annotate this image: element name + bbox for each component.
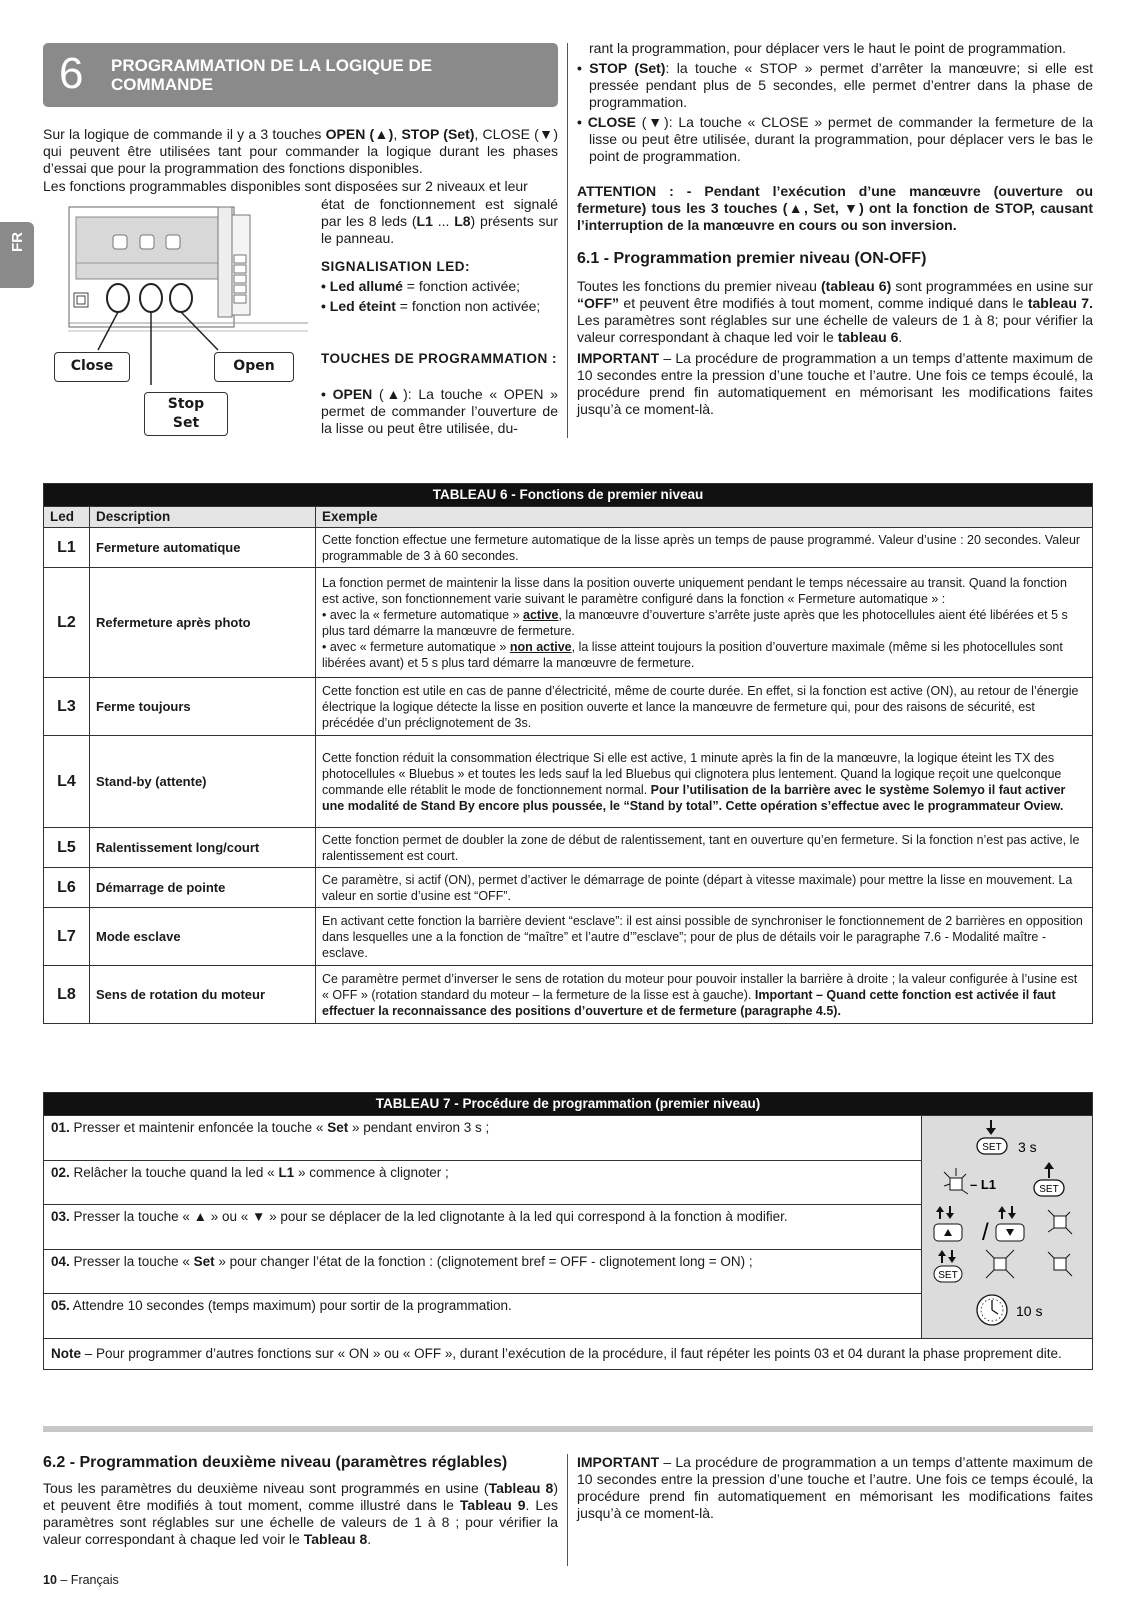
table-row: L2 Refermeture après photo La fonction permet de maintenir la lisse dans la position ouverte uniquement pendant le temps nécessaire au transit. Quand la fonction est active, son fonctionnement varie suivant le paramètre configuré dans la fonction « Fermeture automatique » : • avec la « fermeture automatique » active, la manœuvre d’ouverture s’arrête juste après que les photocellules aient été libérées et 5 s plus tard démarre la manœuvre de fermeture. • avec « fermeture automatique » non active, la lisse atteint toujours la position d’ouverture maximale (même si les photocellules sont libérées avant) et 5 s plus tard démarre la manœuvre de fermeture. <box>44 568 1093 678</box>
table-7 <box>43 1092 1093 1370</box>
procedure-icons <box>922 1116 1093 1339</box>
led-on-item: • Led allumé = fonction activée; <box>321 278 521 294</box>
svg-text:SET: SET <box>938 1270 958 1281</box>
svg-text:– L1: – L1 <box>970 1177 997 1192</box>
l1-blink-icon <box>944 1168 996 1194</box>
key-open-continued: rant la programmation, pour déplacer vers le haut le point de programmation. <box>589 40 1067 56</box>
procedure-icons-graphic <box>922 1116 1092 1338</box>
led-signal-heading: SIGNALISATION LED: <box>321 259 470 274</box>
column-divider-bottom <box>567 1454 568 1566</box>
table-6-header-description: Description <box>90 507 316 528</box>
table-row: 04. Presser la touche « Set » pour changer l’état de la fonction : (clignotement bref = OFF - clignotement long = ON) ; <box>44 1249 1093 1294</box>
svg-text:10 s: 10 s <box>1016 1303 1043 1319</box>
table-7-caption: TABLEAU 7 - Procédure de programmation (premier niveau) <box>44 1093 1093 1116</box>
svg-text:/: / <box>982 1219 989 1246</box>
svg-text:SET: SET <box>982 1142 1002 1153</box>
intro-paragraph-2: Les fonctions programmables disponibles sont disposées sur 2 niveaux et leur <box>43 178 528 194</box>
table-row: L7 Mode esclave En activant cette fonction la barrière devient “esclave”: il est ainsi possible de synchroniser le fonctionnement de 2 barrières en opposition dans lesquelles une a la fonction de “maître” et l’autre d’”esclave”; pour de plus de détails voir le paragraphe 7.6 - Modalité maître - esclave. <box>44 908 1093 966</box>
table-6 <box>43 483 1093 1024</box>
open-callout: Open <box>214 352 294 382</box>
table-6-caption: TABLEAU 6 - Fonctions de premier niveau <box>44 484 1093 507</box>
press-set-icon <box>977 1120 1037 1155</box>
language-tab: FR <box>0 222 34 288</box>
section-6-1-important: IMPORTANT – La procédure de programmation a un temps d’attente maximum de 10 secondes entre la pression d’une touche et l’autre. Une fois ce temps écoulé, la procédure prend fin automatiquement en mémorisant les modifications faites jusqu’à ce moment-là. <box>577 350 1093 417</box>
table-row: L8 Sens de rotation du moteur Ce paramètre permet d’inverser le sens de rotation du moteur pour pouvoir installer la barrière à droite ; la valeur configurée à l’usine est « OFF » (rotation standard du moteur – la fermeture de la lisse est à gauche). Important – Quand cette fonction est activée il faut effectuer la reconnaissance des positions d’ouverture et de fermeture (paragraphe 4.5). <box>44 966 1093 1024</box>
intro-paragraph-3: état de fonctionnement est signalé par les 8 leds (L1 ... L8) présents sur le panneau. <box>321 196 558 246</box>
divider-rule <box>43 1426 1093 1432</box>
section-6-2-title: 6.2 - Programmation deuxième niveau (paramètres réglables) <box>43 1454 508 1471</box>
column-divider <box>567 43 568 438</box>
set-toggle-icon <box>934 1250 1072 1282</box>
intro-paragraph: Sur la logique de commande il y a 3 touches OPEN (▲), STOP (Set), CLOSE (▼) qui peuvent être utilisées tant pour commander la logique durant les phases d’essai que pour la programmation des fonctions disponibles. <box>43 126 558 176</box>
table-row: L3 Ferme toujours Cette fonction est utile en cas de panne d’électricité, même de courte durée. En effet, si la fonction est active (ON), au retour de l’énergie électrique la logique détecte la lisse en position ouverte et lance la manœuvre de fermeture qui, pour des raisons de sécurité, est précédée d’un préclignotement de 3s. <box>44 678 1093 736</box>
section-header <box>43 43 558 107</box>
section-6-2-important: IMPORTANT – La procédure de programmation a un temps d’attente maximum de 10 secondes entre la pression d’une touche et l’autre. Une fois ce temps écoulé, la procédure prend fin automatiquement en mémorisant les modifications faites jusqu’à ce moment-là. <box>577 1454 1093 1521</box>
led-off-item: • Led éteint = fonction non activée; <box>321 298 541 314</box>
stop-set-callout: Stop Set <box>144 392 228 436</box>
section-6-1-paragraph: Toutes les fonctions du premier niveau (tableau 6) sont programmées en usine sur “OFF” et peuvent être modifiés à tout moment, comme indiqué dans le tableau 7. Les paramètres sont réglables sur une échelle de valeurs de 1 à 8; pour vérifier la valeur correspondant à chaque led voir le tableau 6. <box>577 278 1094 345</box>
key-close-item: • CLOSE (▼): La touche « CLOSE » permet de commander la fermeture de la lisse ou peut être utilisée, durant la programmation, pour déplacer vers le bas le point de programmation. <box>577 114 1093 164</box>
table-row: L4 Stand-by (attente) Cette fonction réduit la consommation électrique Si elle est active, 1 minute après la fin de la manœuvre, la logique éteint les TX des photocellules « Bluebus » et toutes les leds sauf la led Bluebus qui clignotera plus lentement. Quand la logique reçoit une quelconque commande elle rétablit le mode de fonctionnement normal. Pour l’utilisation de la barrière avec le système Solemyo il faut activer une modalité de Stand By encore plus poussée, le “Stand by total”. Cette opération s’effectue avec le programmateur Oview. <box>44 736 1093 828</box>
svg-text:SET: SET <box>1039 1184 1059 1195</box>
table-row: L6 Démarrage de pointe Ce paramètre, si actif (ON), permet d’activer le démarrage de pointe (départ à vitesse maximale) pour mettre la lisse en mouvement. La valeur en sortie d’usine est “OFF”. <box>44 868 1093 908</box>
table-row: L5 Ralentissement long/court Cette fonction permet de doubler la zone de début de ralentissement, tant en ouverture qu’en fermeture. Si la fonction n’est pas active, le ralentissement est court. <box>44 828 1093 868</box>
table-row: 01. Presser et maintenir enfoncée la touche « Set » pendant environ 3 s ; SET 3 s – L1 SET / SET 10 s <box>44 1116 1093 1161</box>
table-row: L1 Fermeture automatique Cette fonction effectue une fermeture automatique de la lisse après un temps de pause programmé. Valeur d’usine : 20 secondes. Valeur programmable de 3 à 60 secondes. <box>44 528 1093 568</box>
up-down-keys-icon <box>934 1206 1072 1246</box>
page-footer: 10 – Français <box>43 1573 119 1587</box>
close-callout: Close <box>54 352 130 382</box>
key-stop-item: • STOP (Set): la touche « STOP » permet d’arrêter la manœuvre; si elle est pressée pendant plus de 5 secondes, elle permet d’entrer dans la phase de programmation. <box>577 60 1094 110</box>
table-row: 05. Attendre 10 secondes (temps maximum) pour sortir de la programmation. <box>44 1294 1093 1339</box>
table-6-header-led: Led <box>44 507 90 528</box>
table-7-note-row: Note – Pour programmer d’autres fonctions sur « ON » ou « OFF », durant l’exécution de la procédure, il faut répéter les points 03 et 04 durant la phase proprement dite. <box>44 1339 1093 1370</box>
table-row: 03. Presser la touche « ▲ » ou « ▼ » pour se déplacer de la led clignotante à la led qui correspond à la fonction à modifier. <box>44 1205 1093 1250</box>
keys-heading: TOUCHES DE PROGRAMMATION : <box>321 351 558 366</box>
key-open-item: • OPEN (▲): La touche « OPEN » permet de commander l’ouverture de la lisse ou peut être utilisée, du- <box>321 386 559 436</box>
table-6-header-example: Exemple <box>316 507 1093 528</box>
table-row: 02. Relâcher la touche quand la led « L1 » commence à clignoter ; <box>44 1160 1093 1205</box>
attention-note: ATTENTION : - Pendant l’exécution d’une manœuvre (ouverture ou fermeture) tous les 3 touches (▲, Set, ▼) ont la fonction de STOP, causant l’interruption de la manœuvre en cours ou son inversion. <box>577 183 1093 233</box>
release-set-icon <box>1034 1162 1064 1196</box>
section-number: 6 <box>59 49 84 98</box>
section-6-1-title: 6.1 - Programmation premier niveau (ON-OFF) <box>577 250 927 267</box>
section-title: PROGRAMMATION DE LA LOGIQUE DE COMMANDE <box>111 56 433 94</box>
timer-icon <box>977 1295 1042 1325</box>
section-6-2-paragraph: Tous les paramètres du deuxième niveau sont programmés en usine (Tableau 8) et peuvent être modifiés à tout moment, comme illustré dans le Tableau 9. Les paramètres sont réglables sur une échelle de valeurs de 1 à 8 ; pour vérifier la valeur correspondant à chaque led voir le Tableau 8. <box>43 1480 559 1547</box>
svg-text:3 s: 3 s <box>1018 1139 1037 1155</box>
